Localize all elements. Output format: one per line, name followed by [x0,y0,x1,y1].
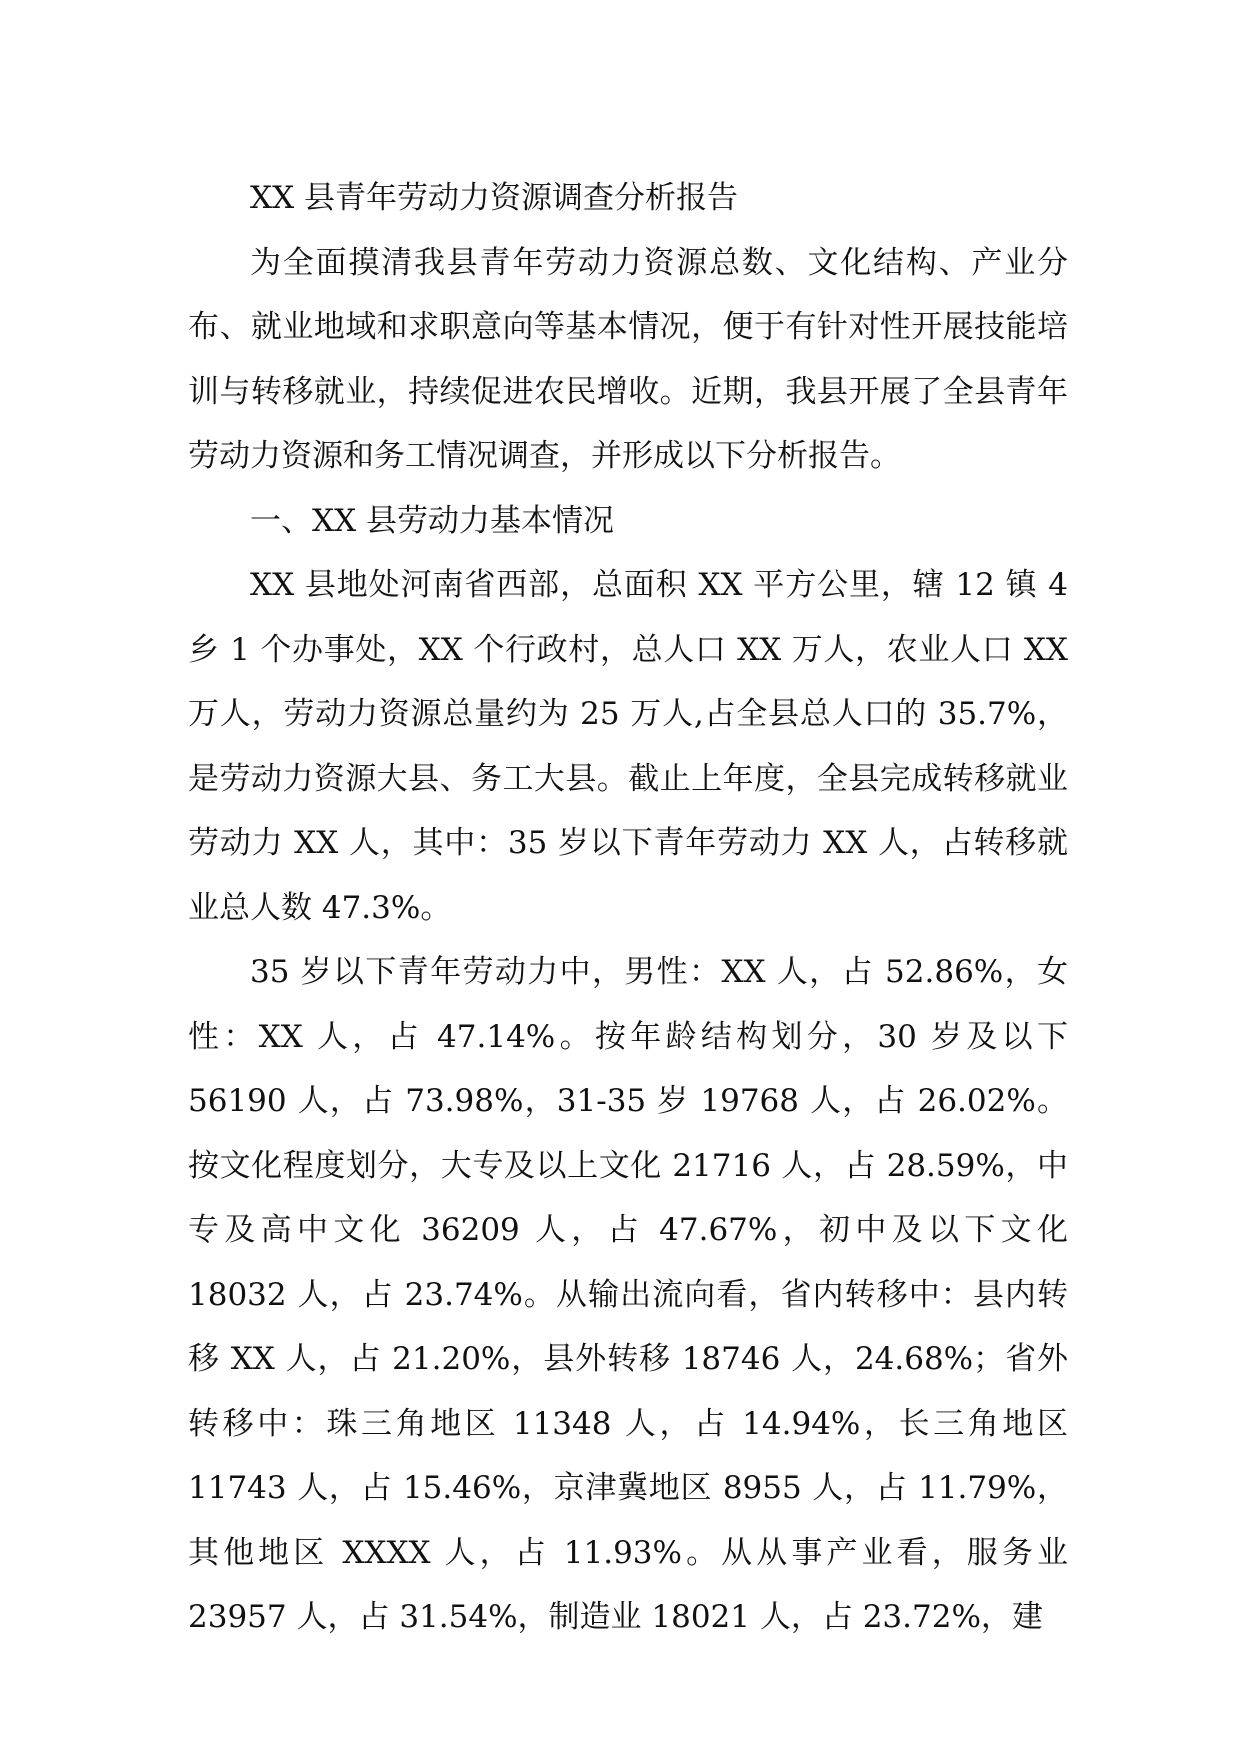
body-paragraph: XX 县地处河南省西部，总面积 XX 平方公里，辖 12 镇 4 乡 1 个办事处，XX 个行政村，总人口 XX 万人，农业人口 XX 万人，劳动力资源总量约为 25 万人,占全县总人口的 35.7%，是劳动力资源大县、务工大县。截止上年度，全县完成转移就业劳动力 XX 人，其中：35 岁以下青年劳动力 XX 人，占转移就业总人数 47.3%。 [188,567,1068,926]
body-paragraph: 35 岁以下青年劳动力中，男性：XX 人，占 52.86%，女性：XX 人，占 47.14%。按年龄结构划分，30 岁及以下 56190 人，占 73.98%，31-35 岁 19768 人，占 26.02%。按文化程度划分，大专及以上文化 21716 人，占 28.59%，中专及高中文化 36209 人，占 47.67%，初中及以下文化 18032 人，占 23.74%。从输出流向看，省内转移中：县内转移 XX 人，占 21.20%，县外转移 18746 人，24.68%；省外转移中：珠三角地区 11348 人，占 14.94%，长三角地区 11743 人，占 15.46%，京津冀地区 8955 人，占 11.79%，其他地区 XXXX 人，占 11.93%。从从事产业看，服务业 23957 人，占 31.54%，制造业 18021 人，占 23.72%，建 [188,954,1068,1635]
document-body [188,166,1068,1650]
document-title: XX 县青年劳动力资源调查分析报告 [250,180,738,216]
section-heading-1: 一、XX 县劳动力基本情况 [250,502,614,539]
intro-paragraph: 为全面摸清我县青年劳动力资源总数、文化结构、产业分布、就业地域和求职意向等基本情况，便于有针对性开展技能培训与转移就业，持续促进农民增收。近期，我县开展了全县青年劳动力资源和务工情况调查，并形成以下分析报告。 [188,244,1068,474]
